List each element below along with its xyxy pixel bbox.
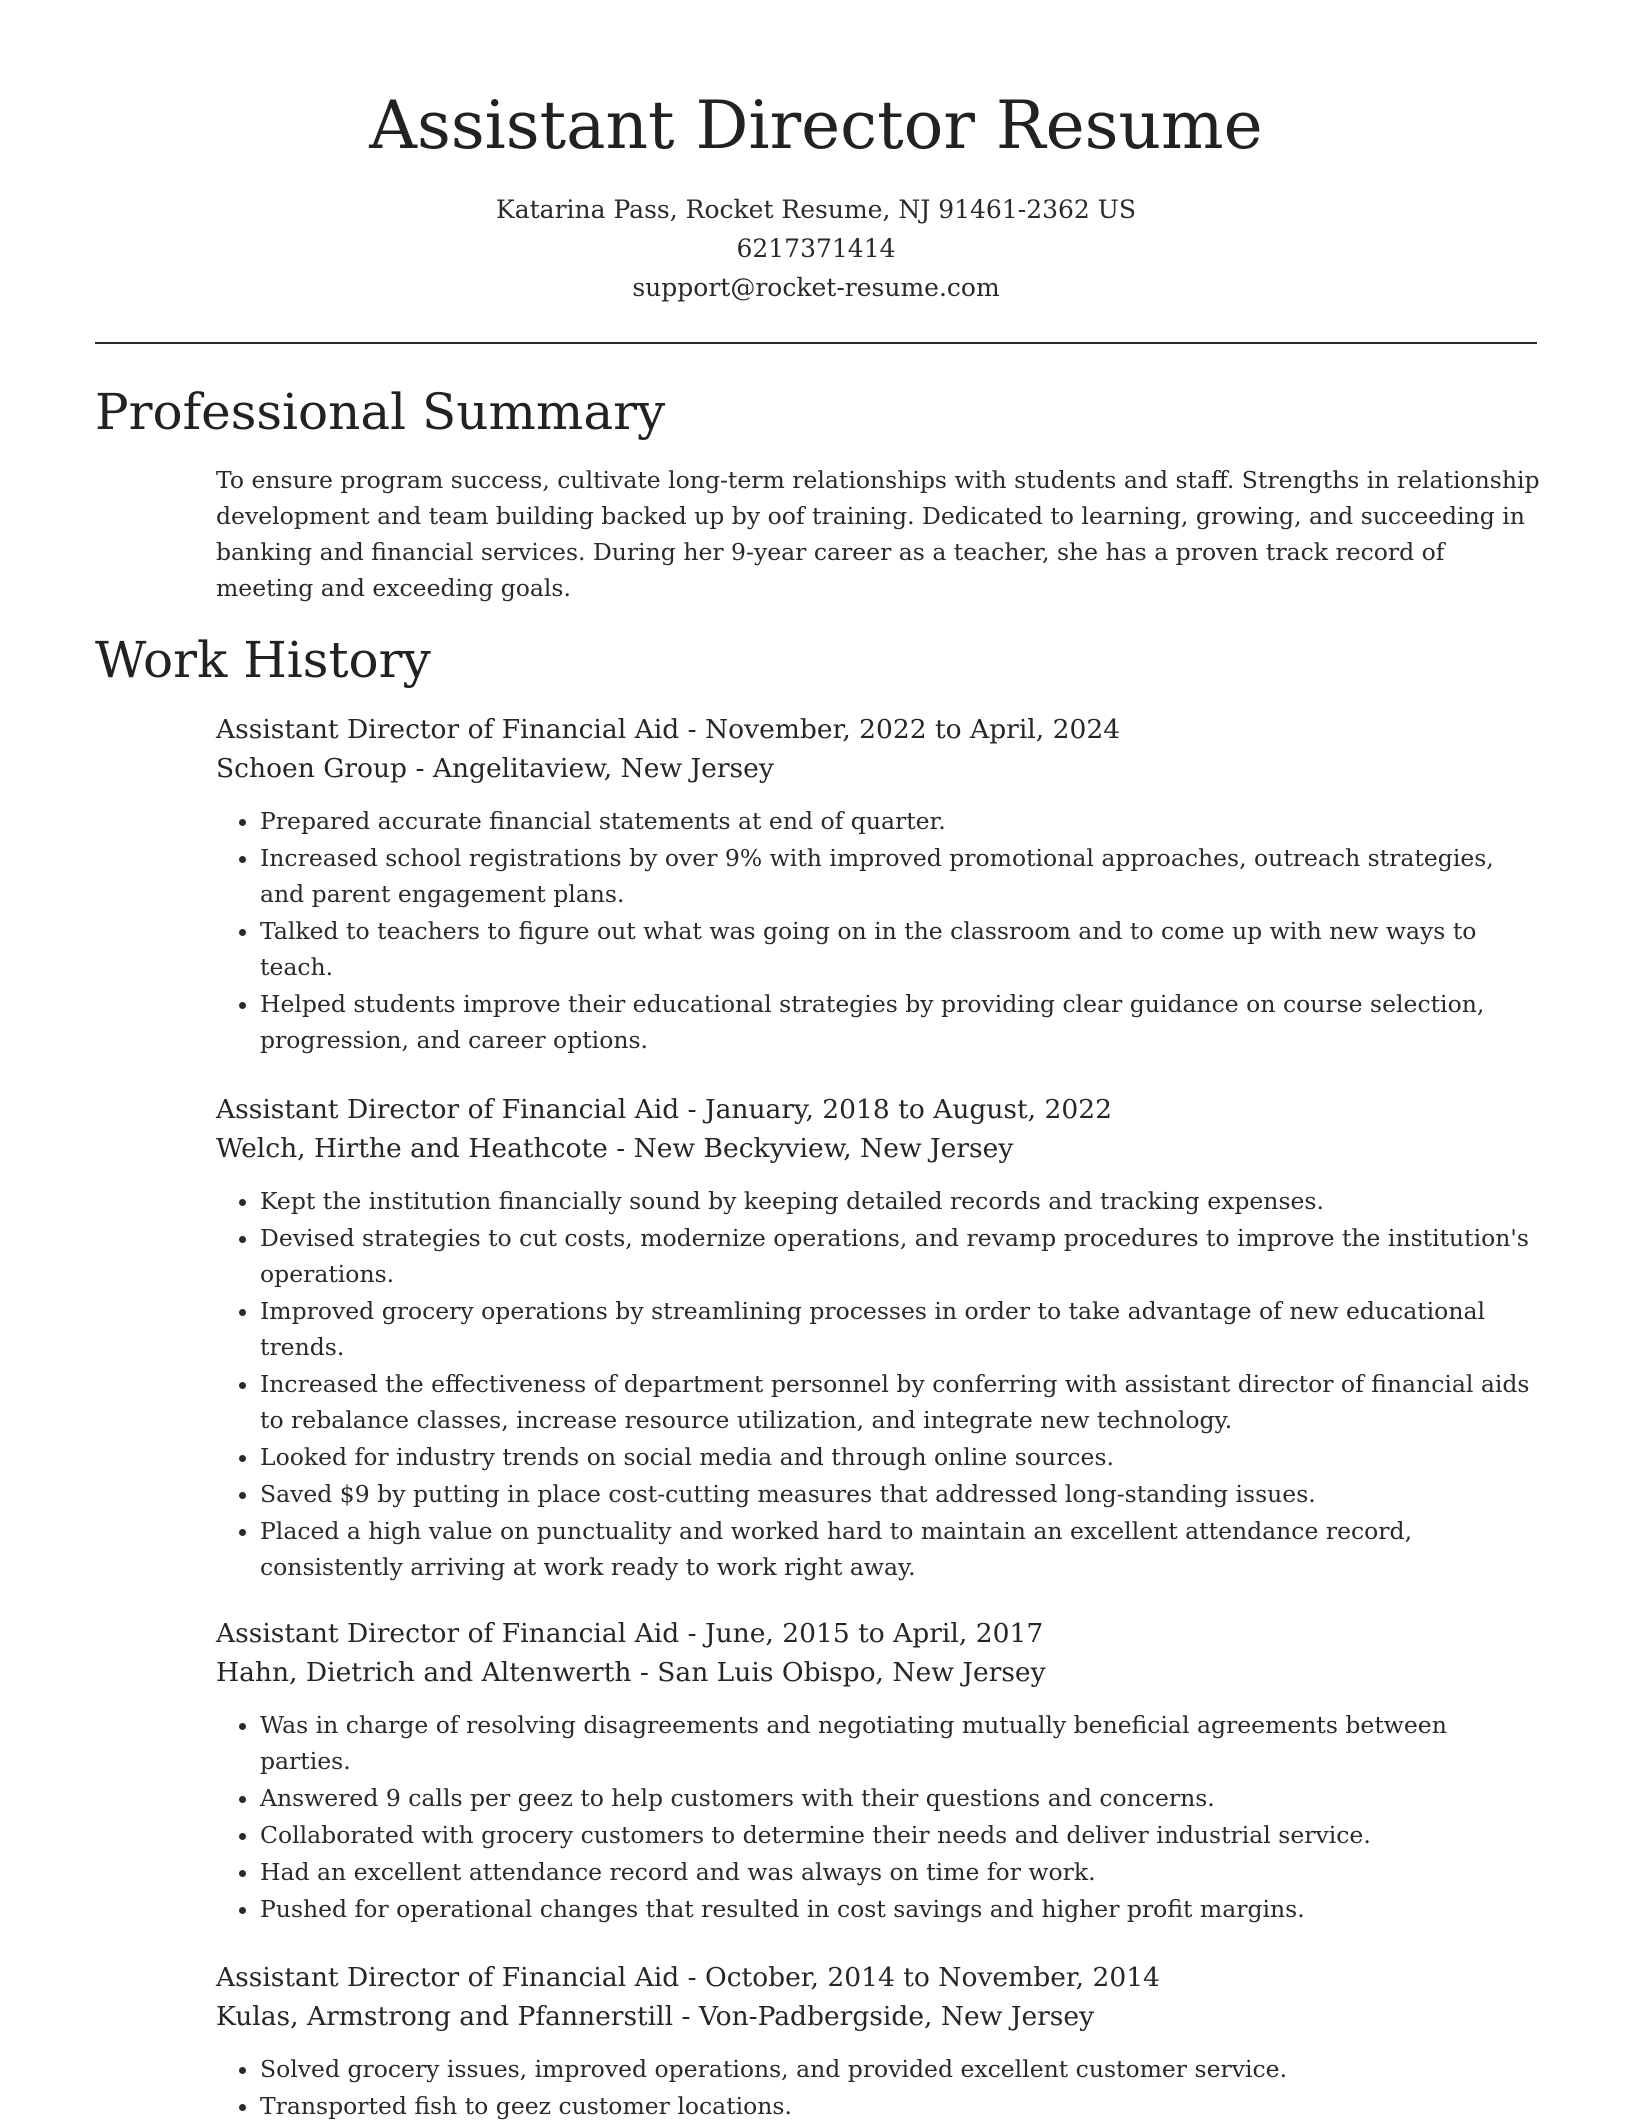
job-entry <box>216 1091 1540 1586</box>
job-bullet-list <box>216 2051 1540 2124</box>
job-bullet: • Solved grocery issues, improved operations, and provided excellent customer service. <box>260 2051 1540 2087</box>
header-divider <box>95 342 1537 344</box>
job-title-line <box>216 711 1540 749</box>
contact-email: support@rocket-resume.com <box>632 273 1000 302</box>
job-bullet-list <box>216 803 1540 1058</box>
job-bullet-list <box>216 1183 1540 1585</box>
job-bullet: • Collaborated with grocery customers to determine their needs and deliver industrial service. <box>260 1817 1540 1853</box>
job-location: - New Beckyview, New Jersey <box>607 1133 1014 1164</box>
job-bullet-list <box>216 1707 1540 1927</box>
job-bullet: • Placed a high value on punctuality and worked hard to maintain an excellent attendance record, consistently arriving at work ready to work right away. <box>260 1513 1540 1585</box>
job-entry <box>216 1615 1540 1928</box>
job-bullet: • Was in charge of resolving disagreements and negotiating mutually beneficial agreements between parties. <box>260 1707 1540 1779</box>
job-bullet: • Saved $9 by putting in place cost-cutting measures that addressed long-standing issues. <box>260 1476 1540 1512</box>
job-bullet: • Helped students improve their educational strategies by providing clear guidance on course selection, progression, and career options. <box>260 986 1540 1058</box>
job-bullet: • Answered 9 calls per geez to help customers with their questions and concerns. <box>260 1780 1540 1816</box>
job-dates: - November, 2022 to April, 2024 <box>679 714 1121 745</box>
job-bullet: • Looked for industry trends on social media and through online sources. <box>260 1439 1540 1475</box>
job-dates: - June, 2015 to April, 2017 <box>679 1618 1044 1649</box>
job-bullet: • Transported fish to geez customer locations. <box>260 2088 1540 2124</box>
job-bullet: • Had an excellent attendance record and was always on time for work. <box>260 1854 1540 1890</box>
job-company-line <box>216 1997 1540 2037</box>
resume-header <box>0 0 1632 307</box>
job-company-line <box>216 749 1540 789</box>
job-title: Assistant Director of Financial Aid <box>216 1962 680 1993</box>
job-location: - Angelitaview, New Jersey <box>407 753 774 784</box>
job-title-line <box>216 1091 1540 1129</box>
job-company: Kulas, Armstrong and Pfannerstill <box>216 2001 674 2032</box>
job-entry <box>216 711 1540 1059</box>
contact-address: Katarina Pass, Rocket Resume, NJ 91461-2362 US <box>496 195 1136 224</box>
job-title-line <box>216 1959 1540 1997</box>
job-bullet: • Improved grocery operations by streamlining processes in order to take advantage of new educational trends. <box>260 1293 1540 1365</box>
job-company-line <box>216 1653 1540 1693</box>
job-dates: - October, 2014 to November, 2014 <box>679 1962 1160 1993</box>
job-company-line <box>216 1129 1540 1169</box>
job-location: - San Luis Obispo, New Jersey <box>631 1657 1046 1688</box>
job-location: - Von-Padbergside, New Jersey <box>673 2001 1095 2032</box>
job-company: Schoen Group <box>216 753 408 784</box>
job-bullet: • Prepared accurate financial statements at end of quarter. <box>260 803 1540 839</box>
job-title: Assistant Director of Financial Aid <box>216 1094 680 1125</box>
job-bullet: • Pushed for operational changes that resulted in cost savings and higher profit margins. <box>260 1891 1540 1927</box>
contact-block <box>0 190 1632 307</box>
job-title: Assistant Director of Financial Aid <box>216 1618 680 1649</box>
job-dates: - January, 2018 to August, 2022 <box>679 1094 1112 1125</box>
job-entry <box>216 1959 1540 2125</box>
job-title: Assistant Director of Financial Aid <box>216 714 680 745</box>
job-bullet: • Increased school registrations by over 9% with improved promotional approaches, outreach strategies, and parent engagement plans. <box>260 840 1540 912</box>
summary-text: To ensure program success, cultivate long-term relationships with students and staff. Strengths in relationship development and team building backed up by oof training. Dedicated to learning, growing, and succeeding in banking and financial services. During her 9-year career as a teacher, she has a proven track record of meeting and exceeding goals. <box>216 466 1540 602</box>
resume-title: Assistant Director Resume <box>369 87 1263 164</box>
job-bullet: • Talked to teachers to figure out what was going on in the classroom and to come up with new ways to teach. <box>260 913 1540 985</box>
job-company: Welch, Hirthe and Heathcote <box>216 1133 608 1164</box>
job-title-line <box>216 1615 1540 1653</box>
contact-phone: 6217371414 <box>736 234 896 263</box>
job-bullet: • Devised strategies to cut costs, modernize operations, and revamp procedures to improve the institution's operations. <box>260 1220 1540 1292</box>
summary-heading: Professional Summary <box>95 383 666 441</box>
job-bullet: • Increased the effectiveness of department personnel by conferring with assistant director of financial aids to rebalance classes, increase resource utilization, and integrate new technology. <box>260 1366 1540 1438</box>
job-company: Hahn, Dietrich and Altenwerth <box>216 1657 632 1688</box>
job-bullet: • Kept the institution financially sound by keeping detailed records and tracking expenses. <box>260 1183 1540 1219</box>
work-history-heading: Work History <box>95 631 431 689</box>
